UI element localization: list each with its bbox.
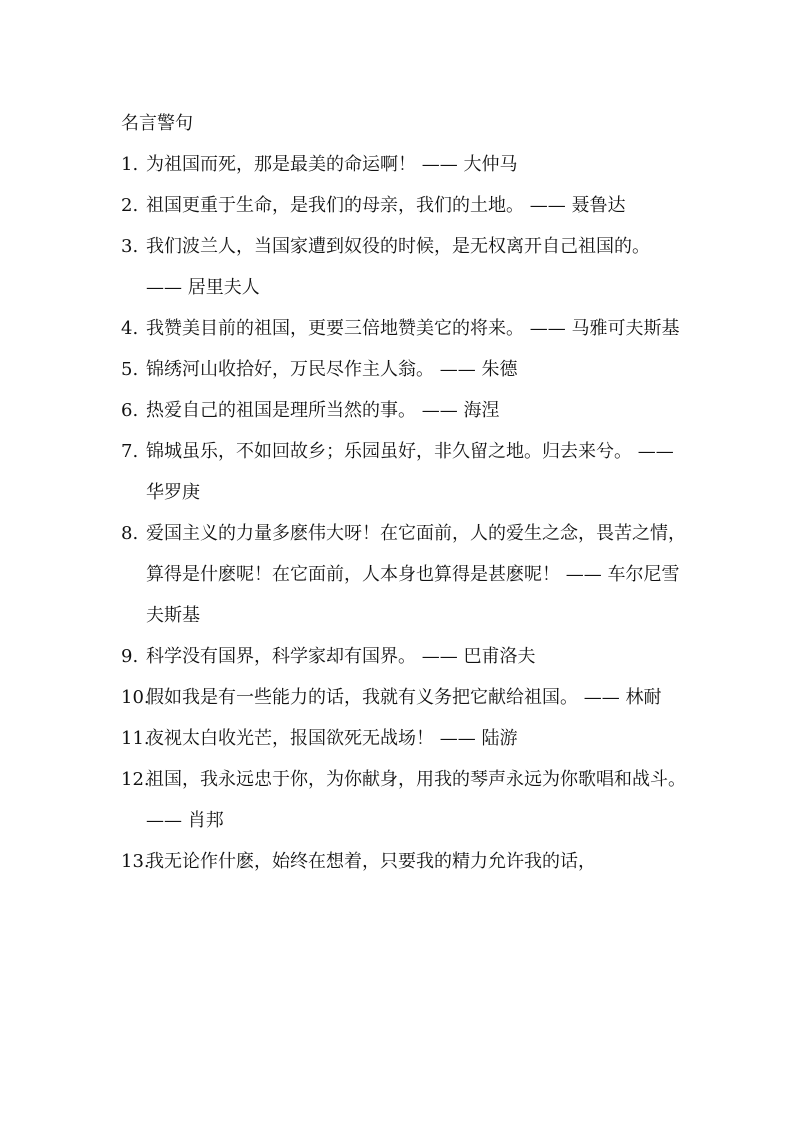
quote-item-12	[121, 759, 691, 841]
item-number: 12.	[121, 769, 150, 790]
item-number: 2.	[121, 195, 139, 216]
quote-text: 假如我是有一些能力的话，我就有义务把它献给祖国。 —— 林耐	[146, 687, 662, 708]
item-number: 5.	[121, 359, 139, 380]
item-number: 4.	[121, 318, 139, 339]
item-number: 3.	[121, 236, 139, 257]
quote-item-8	[121, 513, 691, 636]
item-number: 11.	[121, 728, 150, 749]
quote-item-4	[121, 308, 691, 349]
item-number: 8.	[121, 523, 139, 544]
quote-text: 热爱自己的祖国是理所当然的事。 —— 海涅	[146, 400, 500, 421]
quote-item-10	[121, 677, 691, 718]
item-number: 13.	[121, 851, 150, 872]
quote-item-5	[121, 349, 691, 390]
quote-item-13	[121, 841, 691, 882]
item-number: 10.	[121, 687, 150, 708]
quote-item-6	[121, 390, 691, 431]
quote-item-1	[121, 144, 691, 185]
quote-text: 为祖国而死，那是最美的命运啊！ —— 大仲马	[146, 154, 518, 175]
item-number: 1.	[121, 154, 139, 175]
quote-item-7	[121, 431, 691, 513]
quote-item-3	[121, 226, 691, 308]
quote-text: 锦城虽乐，不如回故乡；乐园虽好，非久留之地。归去来兮。 —— 华罗庚	[146, 441, 674, 503]
quote-item-11	[121, 718, 691, 759]
quote-text: 我赞美目前的祖国，更要三倍地赞美它的将来。 —— 马雅可夫斯基	[146, 318, 680, 339]
quote-item-2	[121, 185, 691, 226]
document-page	[121, 103, 691, 882]
document-title: 名言警句	[121, 113, 193, 134]
quote-text: 祖国，我永远忠于你，为你献身，用我的琴声永远为你歌唱和战斗。 —— 肖邦	[146, 769, 686, 831]
quote-text: 祖国更重于生命，是我们的母亲，我们的土地。 —— 聂鲁达	[146, 195, 626, 216]
quote-text: 科学没有国界，科学家却有国界。 —— 巴甫洛夫	[146, 646, 536, 667]
quote-text: 锦绣河山收拾好，万民尽作主人翁。 —— 朱德	[146, 359, 518, 380]
quote-text: 夜视太白收光芒，报国欲死无战场！ —— 陆游	[146, 728, 518, 749]
quote-text: 我们波兰人，当国家遭到奴役的时候，是无权离开自己祖国的。 —— 居里夫人	[146, 236, 650, 298]
item-number: 9.	[121, 646, 139, 667]
quote-text: 爱国主义的力量多麽伟大呀！在它面前，人的爱生之念，畏苦之情，算得是什麽呢！在它面前，人本身也算得是甚麽呢！ —— 车尔尼雪夫斯基	[146, 523, 686, 626]
quote-item-9	[121, 636, 691, 677]
item-number: 6.	[121, 400, 139, 421]
item-number: 7.	[121, 441, 139, 462]
quote-text: 我无论作什麽，始终在想着，只要我的精力允许我的话，	[146, 851, 596, 872]
